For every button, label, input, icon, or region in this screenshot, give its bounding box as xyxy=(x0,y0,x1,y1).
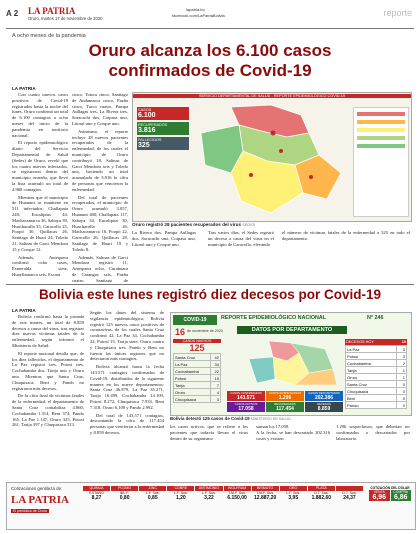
new-cases-value: 125 xyxy=(189,343,205,353)
map-stat-value: 325 xyxy=(138,142,150,149)
rate-unit: O.T. Sus. xyxy=(313,491,329,495)
rate-item xyxy=(280,486,307,501)
dept-name: Oruro xyxy=(346,374,397,381)
fx-sell-label: COMPRA xyxy=(393,490,409,494)
summary-value: 143.571 xyxy=(236,395,256,401)
section-name: reporte xyxy=(383,8,412,18)
report-subtitle: DATOS POR DEPARTAMENTO xyxy=(237,326,347,334)
story-divider xyxy=(6,284,414,285)
dept-name: Cochabamba xyxy=(174,368,211,375)
rate-item xyxy=(224,486,251,501)
rates-brand-sub: El periódico de Oruro xyxy=(13,509,47,513)
rate-item xyxy=(308,486,335,501)
table-row xyxy=(174,368,221,375)
rates-bar xyxy=(6,482,416,530)
oruro-map-graphic xyxy=(132,92,412,222)
bolivia-map-svg xyxy=(229,339,339,389)
rate-value: 1.882,60 xyxy=(311,495,332,501)
dept-name: Pando xyxy=(346,402,397,409)
rate-value: 1,20 xyxy=(175,495,186,501)
rate-unit: L.F. Sus. xyxy=(145,491,160,495)
infographic-caption-text: Bolivia detectó 125 casos de Covid-19 xyxy=(170,416,250,421)
dept-name: Tarija xyxy=(174,382,211,389)
table-row xyxy=(346,388,407,395)
map-caption-credit: SEDES xyxy=(242,223,256,227)
summary-value: 1.296 xyxy=(278,395,292,401)
story1-col1-p2: El reporte epidemiológico diario del Servicio Departamental de Salud (Sedes) de Oruro, reveló que los cuatro nuevos infectados, se registraron dentro del municipio orureño, que llevó la lista acumuló un total de 4.968 contagios. xyxy=(12,140,68,192)
dept-name: Oruro xyxy=(174,389,211,396)
story1-col1 xyxy=(12,92,68,282)
table-row xyxy=(346,374,407,381)
dept-value: 0 xyxy=(397,388,407,395)
report-date-num: 16 xyxy=(175,327,186,337)
rate-metal: PLATA xyxy=(308,486,335,491)
map-marker xyxy=(271,131,276,136)
fx-box xyxy=(369,486,411,501)
summary-card xyxy=(227,391,265,401)
story2-bottom1: los casos activos, que se refiere a los pacientes que todavía llevan el virus dentro de su organismo xyxy=(170,424,248,441)
report-number: N° 246 xyxy=(367,315,384,321)
rate-unit: ESTAÑO xyxy=(89,491,104,495)
social-handle: facebook.com/LaPatriaBolivia xyxy=(172,13,225,18)
dept-value: 4 xyxy=(210,389,220,396)
table-row xyxy=(346,395,407,402)
report-title: REPORTE EPIDEMIOLÓGICO NACIONAL xyxy=(221,315,327,321)
rate-value: 3,22 xyxy=(204,495,214,501)
dept-name: Potosí xyxy=(174,375,211,382)
new-cases-panel xyxy=(173,339,221,403)
table-row xyxy=(174,389,221,396)
national-report-infographic xyxy=(170,312,412,416)
dept-value: 42 xyxy=(210,354,220,361)
story1-col1-p3: Mientras que el municipio de Huanuni se mantiene en 511 infectados; Challapata 240; Eucaliptus 44, Machacamarca 36, Sabaya 39, Huachacalla 35, Caracollo 25, Poopó 30, Quillacas 26, Santiago de Huari 24, Toledo 21, Salinas de Garci Mendoza 15 y Corque 12. xyxy=(12,194,68,252)
summary-card xyxy=(305,402,343,412)
story2-col2 xyxy=(90,310,164,460)
rate-metal: QUINUA xyxy=(83,486,110,491)
rate-value: 3,95 xyxy=(288,495,299,501)
story1-byline: LA PATRIA xyxy=(12,86,36,91)
table-row xyxy=(346,402,407,409)
story1-col5: el número de víctimas fatales de la enfermedad a 325 en todo el departamento. xyxy=(282,230,410,241)
story2-col2-p1: Según los datos del sistema de vigilancia epidemiológica, Bolivia registró 125 nuevos casos positivos de coronavirus, de los cuales Santa Cruz confirmó 42, La Paz 34, Cochabamba 22, Potosí 15, Tarija siete, Oruro cuatro y Chuquisaca tres. Pando y Beni no fueron las únicas regiones que no detectaron más contagios. xyxy=(90,310,164,362)
rate-unit: L.F. Sus. xyxy=(286,491,301,495)
story1-col3: La Rivera dos, Pampa Aullagas dos, Soracachi uno, Coipasa uno, Litoral uno y Corque uno. xyxy=(132,230,196,247)
story2-headline: Bolivia este lunes registró diez decesos por Covid-19 xyxy=(38,287,382,302)
map-legend-panel xyxy=(353,107,409,217)
summary-value: 117.454 xyxy=(276,406,294,412)
rate-item xyxy=(336,486,363,501)
story2-col1 xyxy=(12,314,84,480)
dept-name: La Paz xyxy=(346,346,397,353)
map-stat-label: FALLECIDOS xyxy=(138,138,162,142)
summary-card xyxy=(266,391,304,401)
table-row xyxy=(346,367,407,374)
map-region xyxy=(249,357,275,383)
summary-label: RECUPERADOS xyxy=(274,402,296,406)
page-header xyxy=(6,6,414,28)
rate-metal: PLOMO xyxy=(111,486,138,491)
rate-item xyxy=(167,486,194,501)
story1-col2 xyxy=(72,92,128,282)
legend-swatch xyxy=(357,128,405,132)
dept-name: Santa Cruz xyxy=(346,381,397,388)
fx-sell xyxy=(391,490,412,501)
fx-buy-value: 6,96 xyxy=(372,494,387,501)
dept-name: La Paz xyxy=(174,361,211,368)
dept-name: Chuquisaca xyxy=(174,396,211,403)
table-row xyxy=(346,360,407,367)
map-caption-text: Oruro registró 28 pacientes recuperados del virus xyxy=(132,222,242,227)
dept-value: 3 xyxy=(210,396,220,403)
map-marker xyxy=(249,173,253,177)
rate-item xyxy=(252,486,279,501)
rate-value: 6.150,00 xyxy=(227,495,247,501)
summary-label: DECESOS xyxy=(317,402,331,406)
story2-byline: LA PATRIA xyxy=(12,308,36,313)
map-caption xyxy=(132,222,255,227)
deaths-value: 10 xyxy=(401,340,406,344)
rate-value: 24,37 xyxy=(343,495,356,501)
story2-bottom3: 1.296 sospechosos, que deberían ser confirmados o descartados por laboratorio. xyxy=(336,424,410,441)
table-row xyxy=(346,353,407,360)
story1-headline: Oruro alcanza los 6.100 casos confirmados de Covid-19 xyxy=(88,41,332,80)
summary-label: CASOS DESCARTADOS xyxy=(308,391,340,395)
rate-metal: WOLFRAM xyxy=(224,486,251,491)
map-stat-item xyxy=(137,107,189,120)
deaths-panel xyxy=(345,339,407,409)
oruro-map-svg xyxy=(191,103,351,218)
table-row xyxy=(174,375,221,382)
masthead: LA PATRIA xyxy=(28,6,76,16)
story2-col2-p3: Del total de 143.571 contagios, descontando la cifra de 117.454 personas que vencieron a la enfermedad y 8.859 decesos, xyxy=(90,412,164,435)
rate-value: 12.887,20 xyxy=(254,495,277,501)
deaths-label: DECESOS HOY xyxy=(346,340,374,344)
map-stats xyxy=(137,107,189,150)
dept-value: 0 xyxy=(397,402,407,409)
rate-metal: ORO xyxy=(280,486,307,491)
map-stat-label: CASOS xyxy=(138,108,152,112)
dept-name: Potosí xyxy=(346,353,397,360)
rate-unit: T.M.F. Sus. xyxy=(256,491,275,495)
story2-col2-p2: Bolivia alcanzó hasta la fecha 143.571 contagios confirmados de Covid-19, distribuidos de la siguiente manera en los nueve departamentos: Santa Cruz 46.879, La Paz 35.271, Tarija 16.499, Cochabamba 14.109, Potosí 8.272, Chuquisaca 7.933, Beni 7.318, Oruro 6.100 y Pando 2.992. xyxy=(90,364,164,410)
table-row xyxy=(174,382,221,389)
fx-buy xyxy=(369,490,390,501)
summary-label: CASOS CONFIRMADOS xyxy=(230,391,262,395)
map-stat-item xyxy=(137,137,189,150)
map-stat-value: 3.816 xyxy=(138,127,156,134)
map-stat-value: 6.100 xyxy=(138,112,156,119)
dept-name: Cochabamba xyxy=(346,360,397,367)
table-row xyxy=(174,396,221,403)
fx-title: COTIZACIÓN DEL DÓLAR xyxy=(370,486,410,490)
dept-value: 1 xyxy=(397,374,407,381)
report-date-text: de noviembre de 2020 xyxy=(187,329,223,333)
legend-swatch xyxy=(357,112,405,116)
table-row xyxy=(346,381,407,388)
dept-name: Santa Cruz xyxy=(174,354,211,361)
story2-bottom2: suman los 17.058. A la fecha, se han descartado 202.316 casos y existen xyxy=(256,424,330,441)
dept-value: 0 xyxy=(397,381,407,388)
date-line: Oruro, martes 17 de noviembre de 2020 xyxy=(28,16,103,21)
dept-name: Beni xyxy=(346,395,397,402)
rate-value: 0,80 xyxy=(119,495,130,501)
dept-value: 3 xyxy=(397,353,407,360)
dept-value: 0 xyxy=(397,395,407,402)
rate-metal: BISMUTO xyxy=(252,486,279,491)
dept-value: 22 xyxy=(210,368,220,375)
dept-value: 1 xyxy=(397,367,407,374)
rate-unit: L.F. Sus. xyxy=(173,491,188,495)
section-number: A 2 xyxy=(6,9,19,18)
summary-label: CASOS ACTIVOS xyxy=(234,402,258,406)
rate-unit: $/L.F. xyxy=(120,491,130,495)
dept-value: 7 xyxy=(210,382,220,389)
fx-sell-value: 6,86 xyxy=(393,494,408,501)
rates-brand: LA PATRIA xyxy=(11,494,69,506)
rate-unit: T.M.F. Sus. xyxy=(228,491,246,495)
map-title: SERVICIO DEPARTAMENTAL DE SALUD - REPORTE EPIDEMIOLÓGICO COVID-19 xyxy=(133,94,411,98)
header-rule xyxy=(6,28,414,29)
rate-value: 0,85 xyxy=(147,495,158,501)
rate-unit: L.F. Sus. xyxy=(201,491,216,495)
table-row xyxy=(174,354,221,361)
story1-col2-p2: Asimismo, el reporte incluye 28 nuevos pacientes recuperados de la enfermedad, de los cuales el municipio de Oruro contribuyó 18, Salinas de Garci Mendoza seis y Toledo uno, haciendo un total acumulado de 3.816 la cifra de personas que vencieron la enfermedad. xyxy=(72,128,128,192)
deaths-table xyxy=(345,345,407,409)
new-cases-label: CASOS NUEVOS xyxy=(173,339,221,343)
rate-item xyxy=(195,486,222,501)
dept-name: Tarija xyxy=(346,367,397,374)
rate-item xyxy=(139,486,166,501)
legend-swatch xyxy=(357,120,405,124)
dept-value: 3 xyxy=(397,346,407,353)
rate-unit: O.T. Sus. xyxy=(342,491,357,495)
infographic-caption xyxy=(170,416,291,421)
dept-value: 34 xyxy=(210,361,220,368)
story1-col2-p1: cinco, Totora cinco, Santiago de Andamarca cinco, Pazña cinco, Turco cuatro, Pampa Aullagas tres, La Rivera tres, Soracachi dos, Coipasa uno, Litoral uno y Corque uno. xyxy=(72,92,128,126)
summary-card xyxy=(266,402,304,412)
dept-value: 2 xyxy=(397,360,407,367)
table-row xyxy=(174,361,221,368)
map-stat-item xyxy=(137,122,189,135)
rate-item xyxy=(111,486,138,501)
social-label: lapatria.bo xyxy=(186,7,205,12)
new-cases-table xyxy=(173,353,221,403)
rate-metal: ANTIMONIO xyxy=(195,486,222,491)
story1-col2-p3: Del total de pacientes recuperados, el municipio de Oruro acumuló 3.057, Huanuni 400, Challapata 117, Sabaya 34, Eucaliptus 30, Huachacalla 26, Machacamarca 16, Poopó 22, Caracollo 26, Quillacas 28, Santiago de Huari 19 y Toledo 8. xyxy=(72,194,128,252)
story2-col1-p2: El reporte nacional detalla que, de los diez fallecidos, el departamento de La Paz registró tres, Potosí tres, Cochabamba dos, Tarija uno y Oruro uno. Mientras que Santa Cruz, Chuquisaca, Beni y Pando no registraron más decesos. xyxy=(12,350,84,391)
rate-metal: COBRE xyxy=(167,486,194,491)
rates-label: Cotizaciones gentileza de: xyxy=(11,486,63,491)
story2-col1-p1: Bolivia confirmó hasta la jornada de este martes, un total de 8.859 decesos a causa del virus, tras registrar diez nuevas víctimas fatales de la enfermedad, según informó el Ministerio de Salud. xyxy=(12,314,84,348)
story1-col1-p4: Además, Antequera confirmó ocho casos, Esmeralda siete, Huayllamarca seis, Escara xyxy=(12,254,68,277)
summary-card xyxy=(305,391,343,401)
rate-metal: ZINC xyxy=(139,486,166,491)
fx-row xyxy=(369,490,411,501)
story2-col1-p3: De la cifra final de víctimas fatales de la enfermedad, el departamento de Santa Cruz contabiliza 4.860, Cochabamba 1.314, Beni 374, Pando 165, La Paz 1.147, Oruro 325, Potosí 261, Tarija 397 y Chuquisaca 513. xyxy=(12,393,84,428)
summary-grid xyxy=(227,391,343,412)
summary-card xyxy=(227,402,265,412)
map-marker xyxy=(309,175,313,179)
summary-value: 8.859 xyxy=(317,406,331,412)
story1-col2-p4: Además, Salinas de Garci Mendoza registró 11, Antequera ocho, Curahuara de Carangas seis, Pazña cuatro, Santiago de xyxy=(72,254,128,282)
summary-label: CASOS SOSPECHOSOS xyxy=(268,391,302,395)
map-marker xyxy=(279,149,283,153)
covid-badge: COVID-19 xyxy=(173,315,217,325)
rate-item xyxy=(83,486,110,501)
infographic-caption-credit: MINISTERIO DE SALUD xyxy=(250,417,291,421)
table-row xyxy=(346,346,407,353)
story1-col1-p1: Con cuatro nuevos casos positivos de Covid-19 registrados hasta la noche del lunes, Oruro confirmó un total de 6.100 contagios a ocho meses del inicio de la pandemia en territorio nacional. xyxy=(12,92,68,138)
rates-grid xyxy=(83,486,363,501)
legend-swatch xyxy=(357,136,405,140)
rate-value: 8,27 xyxy=(91,495,102,501)
summary-value: 202.386 xyxy=(314,395,334,401)
dept-value: 15 xyxy=(210,375,220,382)
story1-col4: Tras varios días, el Sedes registró un deceso a causa del virus en el municipio de Caracollo, elevando xyxy=(208,230,274,247)
story1-kicker: A ocho meses de la pandemia xyxy=(12,33,86,39)
fx-buy-label: VENTA xyxy=(373,490,385,494)
map-stat-label: RECUPERADOS xyxy=(138,123,168,127)
summary-value: 17.058 xyxy=(238,406,254,412)
legend-swatch xyxy=(357,144,405,148)
dept-name: Chuquisaca xyxy=(346,388,397,395)
